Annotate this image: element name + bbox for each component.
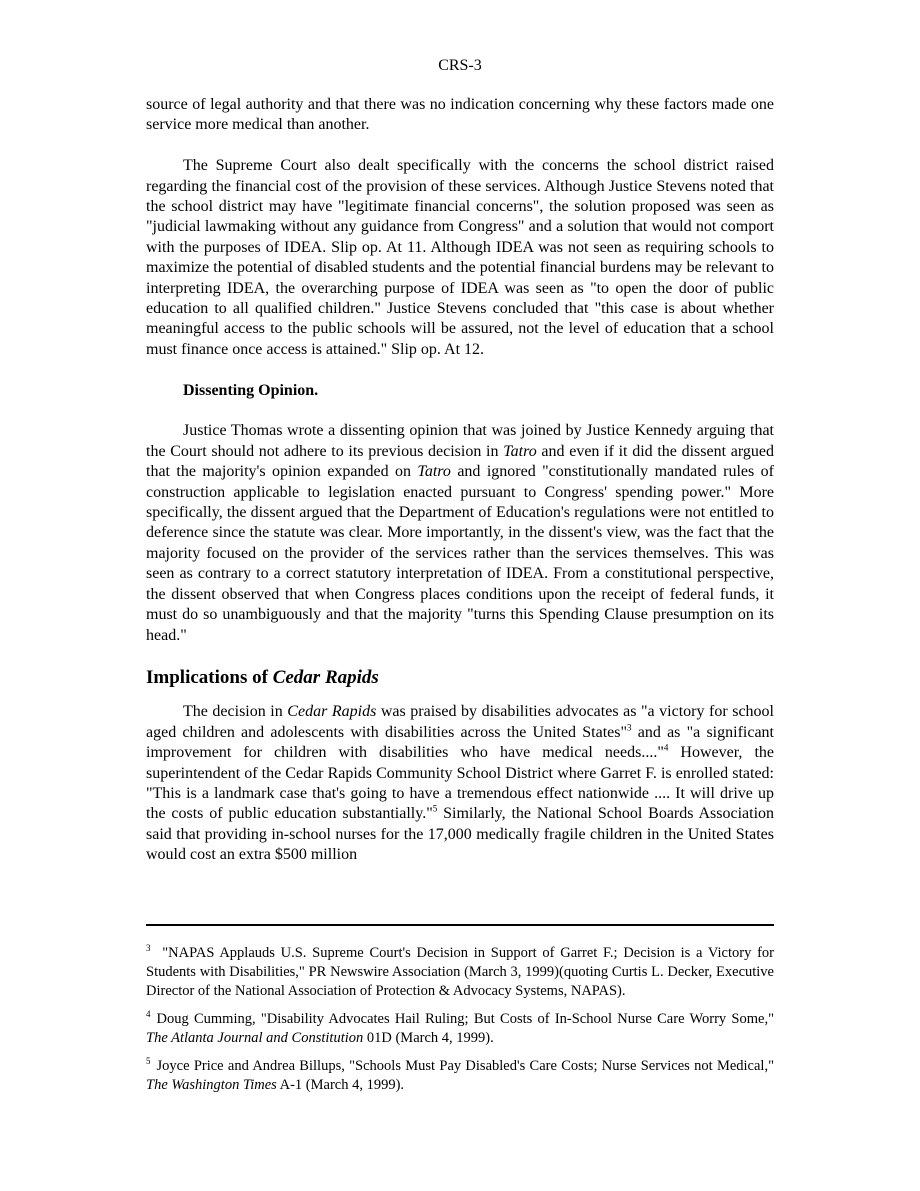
footnotes-section — [146, 944, 774, 1104]
document-body — [146, 95, 774, 866]
footnote-3 — [146, 944, 774, 1001]
section-heading-text: Implications of — [146, 667, 273, 689]
implications-text-part: The decision in — [183, 703, 288, 721]
case-name-tatro: Tatro — [417, 463, 451, 481]
footnote-reference-5[interactable]: 5 — [432, 804, 438, 815]
footnote-number: 3 — [146, 943, 151, 954]
footnote-4 — [146, 1010, 774, 1048]
implications-text-part: was praised by disabilities advocates as "a victory for school aged children and adolescents with disabilities across the United States" — [146, 703, 775, 741]
footnote-text: 01D (March 4, 1999). — [363, 1030, 494, 1046]
footnote-number: 4 — [146, 1009, 151, 1020]
implications-text-part: However, the superintendent of the Cedar Rapids Community School District where Garret F. is enrolled stated: "This is a landmark case that's going to have a tremendous effect nationwide .... It will drive up the costs of public education substantially." — [146, 744, 775, 823]
implications-text-part: and as "a significant improvement for children with disabilities who have medical needs...." — [146, 723, 774, 762]
footnote-reference-4[interactable]: 4 — [663, 742, 669, 753]
footnote-publication: The Atlanta Journal and Constitution — [146, 1030, 364, 1046]
section-heading-case-name: Cedar Rapids — [272, 667, 379, 689]
paragraph-continuation: source of legal authority and that there was no indication concerning why these factors made one service more medical than another. — [146, 96, 774, 134]
dissenting-opinion-heading: Dissenting Opinion. — [183, 381, 319, 399]
section-heading-implications — [146, 666, 774, 690]
case-name-tatro: Tatro — [503, 442, 537, 460]
dissent-text-part: and even if it did the dissent argued that the majority's opinion expanded on — [146, 442, 774, 481]
footnote-text: "NAPAS Applauds U.S. Supreme Court's Decision in Support of Garret F.; Decision is a Victory for Students with Disabilities," PR Newswire Association (March 3, 1999)(quoting Curtis L. Decker, Executive Director of the National Association of Protection & Advocacy Systems, NAPAS). — [146, 945, 774, 999]
paragraph-dissent — [146, 421, 774, 645]
footnote-publication: The Washington Times — [146, 1077, 277, 1093]
footnote-number: 5 — [146, 1056, 151, 1067]
dissent-text-part: and ignored "constitutionally mandated rules of construction applicable to legislation enacted pursuant to Congress' spending power." More specifically, the dissent argued that the Department of Education's regulations were not entitled to deference since the statute was clear. More importantly, in the dissent's view, was the fact that the majority focused on the provider of the services rather than the services themselves. This was seen as contrary to a correct statutory interpretation of IDEA. From a constitutional perspective, the dissent observed that when Congress places conditions upon the receipt of federal funds, it must do so unambiguously and that the majority "turns this Spending Clause presumption on its head." — [146, 463, 774, 644]
footnote-text: Doug Cumming, "Disability Advocates Hail Ruling; But Costs of In-School Nurse Care Worry Some," — [156, 1011, 774, 1027]
page-number-header: CRS-3 — [438, 57, 482, 74]
paragraph-implications — [146, 702, 774, 865]
dissent-text-part: Justice Thomas wrote a dissenting opinion that was joined by Justice Kennedy arguing that the Court should not adhere to its previous decision in — [146, 422, 774, 460]
footnote-text: A-1 (March 4, 1999). — [276, 1077, 405, 1093]
case-name-cedar-rapids: Cedar Rapids — [287, 703, 377, 721]
paragraph-financial-cost: The Supreme Court also dealt specifically with the concerns the school district raised regarding the financial cost of the provision of these services. Although Justice Stevens noted that the school district may have "legitimate financial concerns", the solution proposed was seen as "judicial lawmaking without any guidance from Congress" and a solution that would not comport with the purposes of IDEA. Slip op. At 11. Although IDEA was not seen as requiring schools to maximize the potential of disabled students and the potential financial burdens may be relevant to interpreting IDEA, the overarching purpose of IDEA was seen as "to open the door of public education to all qualified children." Justice Stevens concluded that "this case is about whether meaningful access to the public schools will be assured, not the level of education that a school must finance once access is attained." Slip op. At 12. — [146, 157, 774, 358]
footnote-reference-3[interactable]: 3 — [627, 722, 632, 733]
footnote-text: Joyce Price and Andrea Billups, "Schools Must Pay Disabled's Care Costs; Nurse Services not Medical," — [156, 1058, 774, 1074]
implications-text-part: Similarly, the National School Boards Association said that providing in-school nurses for the 17,000 medically fragile children in the United States would cost an extra $500 million — [146, 805, 775, 864]
footnote-5 — [146, 1057, 774, 1095]
footnote-divider — [146, 924, 774, 926]
